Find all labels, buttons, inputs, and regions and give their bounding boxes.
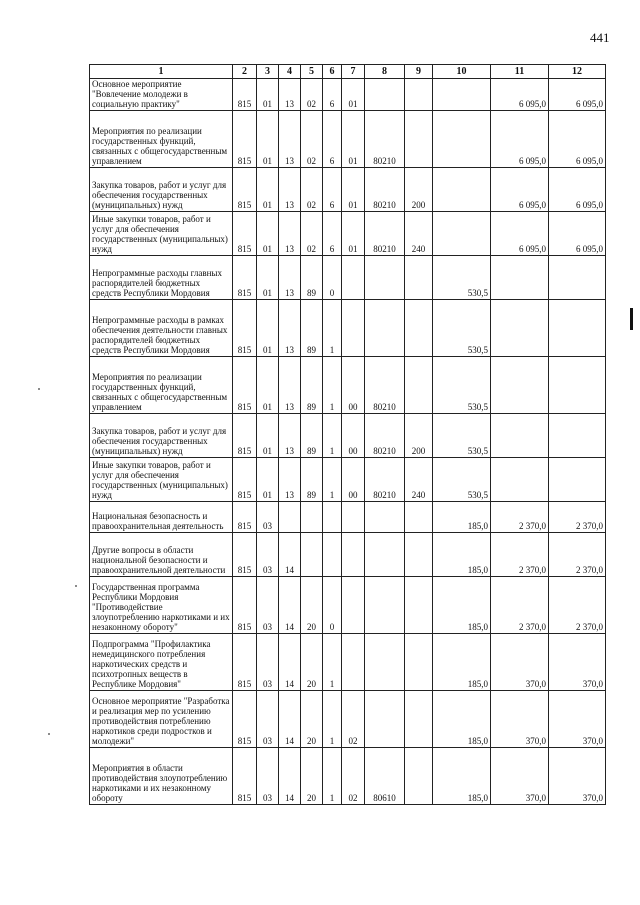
code-cell xyxy=(405,300,433,357)
column-header: 5 xyxy=(301,65,323,79)
amount-cell: 530,5 xyxy=(433,458,491,502)
amount-cell: 530,5 xyxy=(433,256,491,300)
code-cell: 13 xyxy=(279,458,301,502)
code-cell: 1 xyxy=(323,357,342,414)
code-cell: 815 xyxy=(233,300,257,357)
code-cell: 815 xyxy=(233,502,257,533)
code-cell: 89 xyxy=(301,357,323,414)
amount-cell xyxy=(491,357,549,414)
table-row xyxy=(90,111,606,168)
row-name-cell: Иные закупки товаров, работ и услуг для обеспечения государственных (муниципальных) нужд xyxy=(90,212,233,256)
table-row xyxy=(90,256,606,300)
row-name-cell: Мероприятия по реализации государственных функций, связанных с общегосударственным управлением xyxy=(90,357,233,414)
table-row xyxy=(90,79,606,111)
row-name-cell: Основное мероприятие "Разработка и реализация мер по усилению противодействия потреблению наркотиков среди подростков и молодежи" xyxy=(90,691,233,748)
code-cell xyxy=(405,502,433,533)
code-cell xyxy=(405,256,433,300)
code-cell xyxy=(365,634,405,691)
code-cell: 02 xyxy=(342,748,365,805)
code-cell: 02 xyxy=(301,79,323,111)
code-cell: 80210 xyxy=(365,414,405,458)
amount-cell: 2 370,0 xyxy=(491,577,549,634)
column-header: 2 xyxy=(233,65,257,79)
code-cell: 13 xyxy=(279,168,301,212)
code-cell xyxy=(365,502,405,533)
code-cell xyxy=(342,256,365,300)
amount-cell xyxy=(549,458,606,502)
code-cell: 240 xyxy=(405,458,433,502)
amount-cell: 185,0 xyxy=(433,577,491,634)
amount-cell xyxy=(491,300,549,357)
page-number: 441 xyxy=(590,30,610,45)
amount-cell: 185,0 xyxy=(433,634,491,691)
amount-cell: 370,0 xyxy=(549,748,606,805)
code-cell xyxy=(405,748,433,805)
code-cell: 03 xyxy=(257,502,279,533)
code-cell: 815 xyxy=(233,458,257,502)
code-cell: 815 xyxy=(233,168,257,212)
code-cell xyxy=(301,533,323,577)
amount-cell: 6 095,0 xyxy=(549,111,606,168)
amount-cell: 185,0 xyxy=(433,502,491,533)
amount-cell: 185,0 xyxy=(433,533,491,577)
row-name-cell: Другие вопросы в области национальной безопасности и правоохранительной деятельности xyxy=(90,533,233,577)
code-cell: 815 xyxy=(233,111,257,168)
code-cell: 14 xyxy=(279,634,301,691)
code-cell xyxy=(365,577,405,634)
amount-cell xyxy=(433,168,491,212)
table-body xyxy=(90,79,606,805)
code-cell: 01 xyxy=(342,212,365,256)
amount-cell: 370,0 xyxy=(491,691,549,748)
code-cell: 01 xyxy=(342,79,365,111)
column-header: 8 xyxy=(365,65,405,79)
code-cell: 200 xyxy=(405,168,433,212)
code-cell: 6 xyxy=(323,168,342,212)
code-cell xyxy=(342,634,365,691)
column-header: 7 xyxy=(342,65,365,79)
code-cell xyxy=(365,300,405,357)
amount-cell: 185,0 xyxy=(433,691,491,748)
code-cell xyxy=(342,300,365,357)
code-cell: 01 xyxy=(257,168,279,212)
code-cell: 02 xyxy=(301,168,323,212)
row-name-cell: Непрограммные расходы в рамках обеспечения деятельности главных распорядителей бюджетных средств Республики Мордовия xyxy=(90,300,233,357)
code-cell: 01 xyxy=(342,168,365,212)
code-cell: 815 xyxy=(233,634,257,691)
code-cell: 13 xyxy=(279,256,301,300)
code-cell: 0 xyxy=(323,256,342,300)
code-cell: 815 xyxy=(233,414,257,458)
scan-speck xyxy=(48,733,50,735)
row-name-cell: Государственная программа Республики Мордовия "Противодействие злоупотреблению наркотиками и их незаконному обороту" xyxy=(90,577,233,634)
code-cell: 1 xyxy=(323,691,342,748)
code-cell: 00 xyxy=(342,357,365,414)
code-cell: 6 xyxy=(323,79,342,111)
column-header: 12 xyxy=(549,65,606,79)
code-cell: 01 xyxy=(257,79,279,111)
column-header: 4 xyxy=(279,65,301,79)
amount-cell: 530,5 xyxy=(433,300,491,357)
code-cell: 13 xyxy=(279,414,301,458)
code-cell: 01 xyxy=(257,111,279,168)
code-cell: 20 xyxy=(301,577,323,634)
code-cell: 02 xyxy=(301,212,323,256)
code-cell: 01 xyxy=(257,458,279,502)
amount-cell: 6 095,0 xyxy=(549,212,606,256)
code-cell: 03 xyxy=(257,634,279,691)
row-name-cell: Подпрограмма "Профилактика немедицинского потребления наркотических средств и психотропных веществ в Республике Мордовия" xyxy=(90,634,233,691)
code-cell: 01 xyxy=(257,357,279,414)
row-name-cell: Непрограммные расходы главных распорядителей бюджетных средств Республики Мордовия xyxy=(90,256,233,300)
code-cell: 13 xyxy=(279,212,301,256)
code-cell: 815 xyxy=(233,212,257,256)
code-cell xyxy=(405,111,433,168)
header-row xyxy=(90,65,606,79)
code-cell: 20 xyxy=(301,691,323,748)
code-cell xyxy=(301,502,323,533)
code-cell: 00 xyxy=(342,414,365,458)
code-cell: 13 xyxy=(279,111,301,168)
code-cell: 80210 xyxy=(365,212,405,256)
table-row xyxy=(90,691,606,748)
amount-cell: 370,0 xyxy=(491,634,549,691)
code-cell: 20 xyxy=(301,748,323,805)
code-cell: 14 xyxy=(279,577,301,634)
code-cell xyxy=(405,79,433,111)
code-cell: 01 xyxy=(342,111,365,168)
amount-cell: 185,0 xyxy=(433,748,491,805)
code-cell: 815 xyxy=(233,79,257,111)
amount-cell xyxy=(549,414,606,458)
code-cell: 13 xyxy=(279,300,301,357)
code-cell: 02 xyxy=(342,691,365,748)
amount-cell: 2 370,0 xyxy=(549,577,606,634)
amount-cell: 2 370,0 xyxy=(549,533,606,577)
amount-cell: 530,5 xyxy=(433,414,491,458)
amount-cell: 370,0 xyxy=(491,748,549,805)
code-cell: 14 xyxy=(279,748,301,805)
code-cell: 20 xyxy=(301,634,323,691)
amount-cell xyxy=(549,300,606,357)
amount-cell xyxy=(491,458,549,502)
code-cell: 80610 xyxy=(365,748,405,805)
code-cell: 6 xyxy=(323,111,342,168)
table-row xyxy=(90,634,606,691)
code-cell: 13 xyxy=(279,357,301,414)
code-cell: 240 xyxy=(405,212,433,256)
code-cell: 0 xyxy=(323,577,342,634)
amount-cell: 2 370,0 xyxy=(549,502,606,533)
code-cell: 1 xyxy=(323,634,342,691)
amount-cell: 530,5 xyxy=(433,357,491,414)
code-cell: 815 xyxy=(233,533,257,577)
scan-speck xyxy=(75,585,77,587)
code-cell: 80210 xyxy=(365,168,405,212)
code-cell: 6 xyxy=(323,212,342,256)
column-header: 6 xyxy=(323,65,342,79)
table-row xyxy=(90,414,606,458)
code-cell: 01 xyxy=(257,256,279,300)
code-cell xyxy=(405,691,433,748)
code-cell: 815 xyxy=(233,577,257,634)
code-cell xyxy=(365,256,405,300)
code-cell: 89 xyxy=(301,458,323,502)
table-row xyxy=(90,458,606,502)
amount-cell xyxy=(433,212,491,256)
code-cell: 815 xyxy=(233,748,257,805)
code-cell: 1 xyxy=(323,300,342,357)
table-row xyxy=(90,577,606,634)
code-cell: 80210 xyxy=(365,357,405,414)
amount-cell: 6 095,0 xyxy=(549,168,606,212)
code-cell xyxy=(405,533,433,577)
code-cell xyxy=(323,533,342,577)
amount-cell: 6 095,0 xyxy=(491,168,549,212)
code-cell: 1 xyxy=(323,414,342,458)
amount-cell xyxy=(433,111,491,168)
code-cell: 00 xyxy=(342,458,365,502)
amount-cell: 370,0 xyxy=(549,634,606,691)
code-cell: 1 xyxy=(323,458,342,502)
amount-cell xyxy=(549,256,606,300)
column-header: 11 xyxy=(491,65,549,79)
table-row xyxy=(90,533,606,577)
code-cell: 815 xyxy=(233,357,257,414)
code-cell: 01 xyxy=(257,212,279,256)
table-row xyxy=(90,212,606,256)
table-row xyxy=(90,300,606,357)
row-name-cell: Национальная безопасность и правоохранительная деятельность xyxy=(90,502,233,533)
code-cell: 89 xyxy=(301,300,323,357)
code-cell xyxy=(405,577,433,634)
row-name-cell: Мероприятия в области противодействия злоупотреблению наркотиками и их незаконному обороту xyxy=(90,748,233,805)
code-cell xyxy=(405,634,433,691)
row-name-cell: Закупка товаров, работ и услуг для обеспечения государственных (муниципальных) нужд xyxy=(90,414,233,458)
code-cell: 80210 xyxy=(365,458,405,502)
column-header: 10 xyxy=(433,65,491,79)
code-cell xyxy=(323,502,342,533)
row-name-cell: Мероприятия по реализации государственных функций, связанных с общегосударственным управлением xyxy=(90,111,233,168)
code-cell: 02 xyxy=(301,111,323,168)
amount-cell: 6 095,0 xyxy=(491,212,549,256)
row-name-cell: Закупка товаров, работ и услуг для обеспечения государственных (муниципальных) нужд xyxy=(90,168,233,212)
amount-cell: 370,0 xyxy=(549,691,606,748)
amount-cell: 6 095,0 xyxy=(549,79,606,111)
code-cell: 01 xyxy=(257,300,279,357)
code-cell: 03 xyxy=(257,691,279,748)
amount-cell xyxy=(491,256,549,300)
budget-table xyxy=(89,64,606,805)
amount-cell: 6 095,0 xyxy=(491,79,549,111)
code-cell: 80210 xyxy=(365,111,405,168)
code-cell xyxy=(342,577,365,634)
code-cell: 1 xyxy=(323,748,342,805)
code-cell: 14 xyxy=(279,691,301,748)
code-cell: 200 xyxy=(405,414,433,458)
code-cell xyxy=(365,691,405,748)
code-cell: 89 xyxy=(301,256,323,300)
table-row xyxy=(90,748,606,805)
amount-cell xyxy=(549,357,606,414)
row-name-cell: Основное мероприятие "Вовлечение молодежи в социальную практику" xyxy=(90,79,233,111)
table-row xyxy=(90,502,606,533)
code-cell: 13 xyxy=(279,79,301,111)
table-row xyxy=(90,168,606,212)
column-header: 1 xyxy=(90,65,233,79)
scan-mark xyxy=(630,308,633,330)
code-cell xyxy=(365,79,405,111)
column-header: 3 xyxy=(257,65,279,79)
code-cell xyxy=(342,502,365,533)
code-cell: 01 xyxy=(257,414,279,458)
code-cell xyxy=(405,357,433,414)
code-cell: 14 xyxy=(279,533,301,577)
code-cell: 03 xyxy=(257,577,279,634)
table-row xyxy=(90,357,606,414)
code-cell: 03 xyxy=(257,748,279,805)
amount-cell: 2 370,0 xyxy=(491,533,549,577)
amount-cell xyxy=(491,414,549,458)
code-cell xyxy=(279,502,301,533)
code-cell: 815 xyxy=(233,691,257,748)
column-header: 9 xyxy=(405,65,433,79)
scan-speck xyxy=(38,388,40,390)
code-cell: 815 xyxy=(233,256,257,300)
amount-cell: 6 095,0 xyxy=(491,111,549,168)
amount-cell: 2 370,0 xyxy=(491,502,549,533)
code-cell: 89 xyxy=(301,414,323,458)
code-cell: 03 xyxy=(257,533,279,577)
code-cell xyxy=(365,533,405,577)
amount-cell xyxy=(433,79,491,111)
code-cell xyxy=(342,533,365,577)
row-name-cell: Иные закупки товаров, работ и услуг для обеспечения государственных (муниципальных) нужд xyxy=(90,458,233,502)
